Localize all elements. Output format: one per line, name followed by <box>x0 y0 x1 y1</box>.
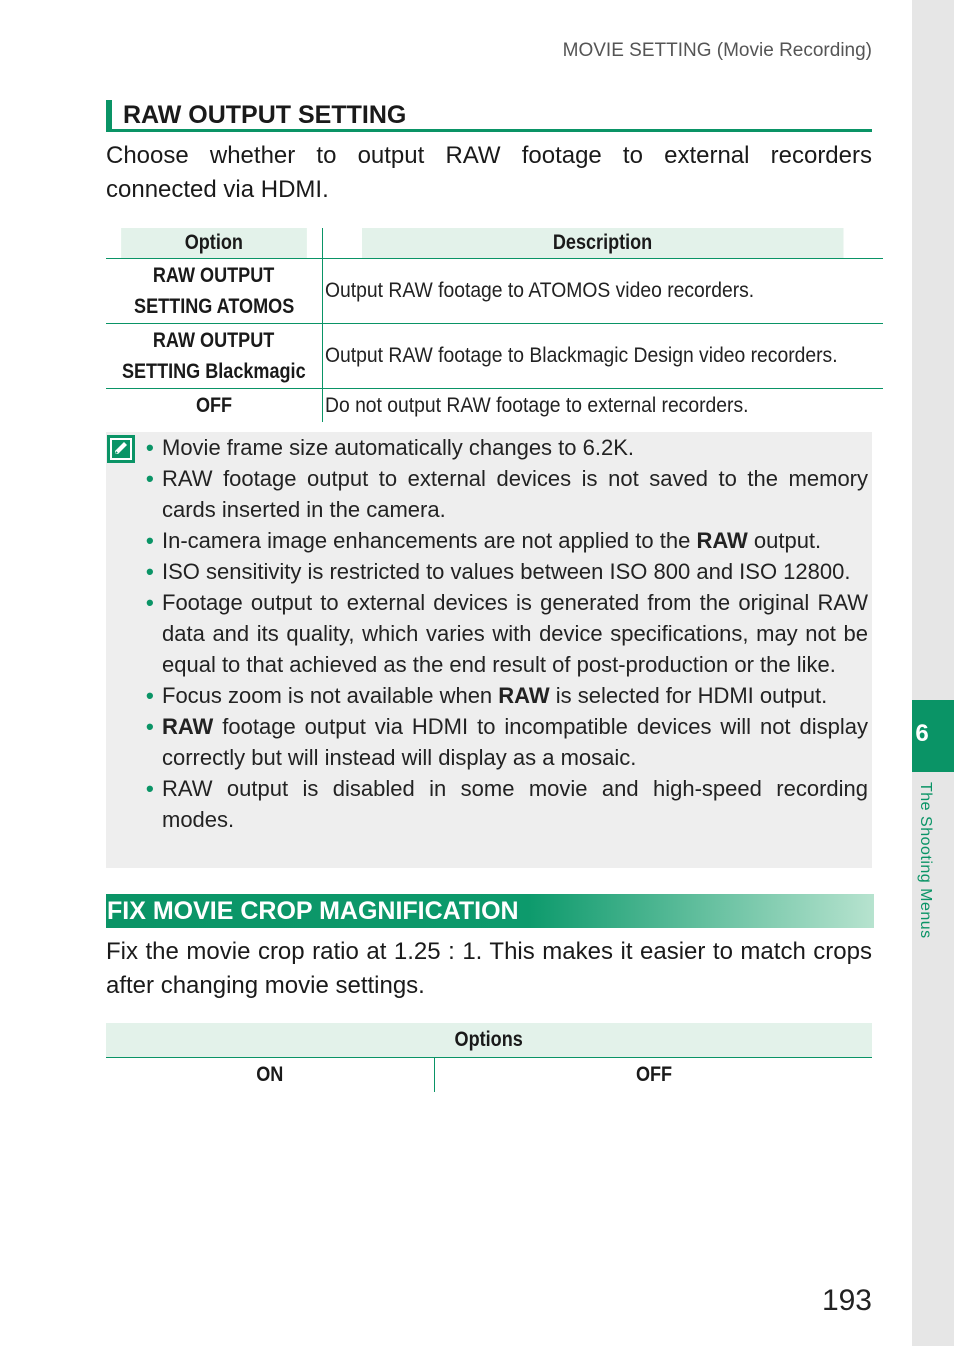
note-text: output. <box>747 528 822 553</box>
table-row <box>106 259 883 324</box>
options-header-text: Options <box>454 1028 524 1051</box>
note-text: Movie frame size automatically changes to 6.2K. <box>162 435 635 460</box>
note-bold-text: RAW <box>696 528 748 553</box>
note-pencil-icon <box>106 434 136 464</box>
raw-output-options-table <box>106 228 883 422</box>
list-item <box>146 587 868 680</box>
note-bold-text: RAW <box>162 714 214 739</box>
description-text: Do not output RAW footage to external recorders. <box>324 393 749 417</box>
raw-output-heading <box>106 100 872 132</box>
option-line: OFF <box>195 394 232 417</box>
note-text: RAW footage output to external devices is not saved to the memory cards inserted in the camera. <box>162 466 868 522</box>
option-line: SETTING ATOMOS <box>133 295 294 318</box>
col-description-header: Description <box>361 228 843 259</box>
option-line: RAW OUTPUT <box>153 329 275 352</box>
note-list <box>146 432 868 835</box>
note-text: In-camera image enhancements are not applied to the <box>162 528 697 553</box>
table-row <box>106 1058 872 1093</box>
chapter-title: The Shooting Menus <box>917 782 934 939</box>
raw-output-intro: Choose whether to output RAW footage to external recorders connected via HDMI. <box>106 142 872 203</box>
description-text: Output RAW footage to Blackmagic Design video recorders. <box>324 344 838 367</box>
col-option-header: Option <box>121 228 307 259</box>
side-strip <box>912 0 954 1346</box>
page-number: 193 <box>821 1284 872 1317</box>
table-row <box>106 389 883 423</box>
note-text: Focus zoom is not available when <box>162 683 499 708</box>
table-header-row <box>106 228 883 259</box>
option-off-text: OFF <box>635 1063 672 1086</box>
crop-options-table <box>106 1023 872 1092</box>
section-header: MOVIE SETTING (Movie Recording) <box>562 40 872 61</box>
option-on <box>106 1058 435 1093</box>
chapter-number: 6 <box>915 720 929 747</box>
list-item <box>146 680 868 711</box>
list-item <box>146 432 868 463</box>
note-box <box>106 432 872 868</box>
table-row <box>106 324 883 389</box>
description-cell <box>322 259 883 324</box>
option-line: RAW OUTPUT <box>153 264 275 287</box>
note-text: Footage output to external devices is generated from the original RAW data and its quality, which varies with device specifications, may not be equal to that achieved as the end result of post-production or the like. <box>162 590 868 677</box>
list-item <box>146 463 868 525</box>
option-cell <box>106 259 322 324</box>
heading-accent-bar <box>106 100 112 130</box>
option-cell <box>106 389 322 423</box>
list-item <box>146 525 868 556</box>
raw-output-heading-text: RAW OUTPUT SETTING <box>123 101 407 129</box>
option-cell <box>106 324 322 389</box>
option-on-text: ON <box>256 1063 284 1086</box>
note-text: footage output via HDMI to incompatible devices will not display correctly but will instead will display as a mosaic. <box>162 714 868 770</box>
note-text: RAW output is disabled in some movie and high-speed recording modes. <box>162 776 868 832</box>
description-cell <box>322 324 883 389</box>
crop-heading <box>106 894 874 928</box>
options-header <box>106 1023 872 1058</box>
note-bold-text: RAW <box>498 683 550 708</box>
crop-intro: Fix the movie crop ratio at 1.25 : 1. This makes it easier to match crops after changing movie settings. <box>106 938 872 999</box>
table-header-row <box>106 1023 872 1058</box>
list-item <box>146 711 868 773</box>
description-text: Output RAW footage to ATOMOS video recorders. <box>324 279 754 302</box>
note-text: is selected for HDMI output. <box>549 683 828 708</box>
list-item <box>146 556 868 587</box>
crop-heading-text: FIX MOVIE CROP MAGNIFICATION <box>107 897 519 925</box>
list-item <box>146 773 868 835</box>
option-off <box>435 1058 872 1093</box>
option-line: SETTING Blackmagic <box>121 360 306 383</box>
description-cell <box>322 389 883 423</box>
note-text: ISO sensitivity is restricted to values between ISO 800 and ISO 12800. <box>162 559 851 584</box>
